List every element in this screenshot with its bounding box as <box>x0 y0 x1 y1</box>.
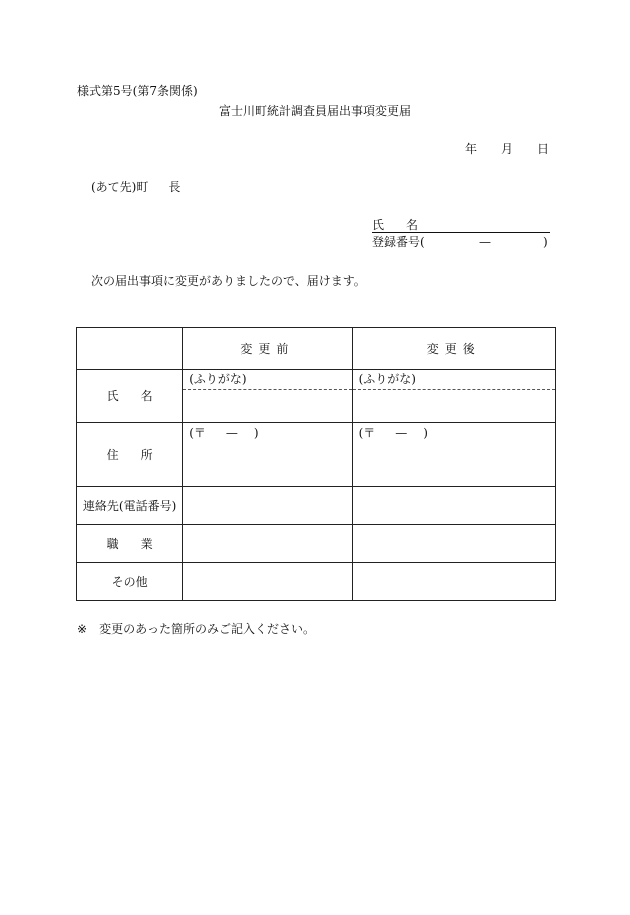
applicant-name-field[interactable] <box>372 218 550 233</box>
contact-before-cell[interactable] <box>183 487 352 525</box>
address-after-cell[interactable] <box>352 423 555 487</box>
name-before-cell[interactable] <box>183 370 352 423</box>
job-before-cell[interactable] <box>183 525 352 563</box>
registration-close: ) <box>543 235 548 249</box>
registration-number-field[interactable] <box>372 235 550 249</box>
note-mark: ※ <box>77 622 88 636</box>
form-number: 様式第5号(第7条関係) <box>77 84 198 98</box>
header-after: 変更後 <box>352 328 555 370</box>
date-line <box>465 142 549 156</box>
address-before-cell[interactable] <box>183 423 352 487</box>
addressee <box>91 180 180 194</box>
header-before: 変更前 <box>183 328 352 370</box>
addressee-suffix: 長 <box>168 180 181 194</box>
job-after-cell[interactable] <box>352 525 555 563</box>
note-text: 変更のあった箇所のみご記入ください。 <box>99 622 315 636</box>
name-after-cell[interactable] <box>352 370 555 423</box>
table-header-row <box>77 328 556 370</box>
table-row-other <box>77 563 556 601</box>
table-row-name <box>77 370 556 423</box>
other-before-cell[interactable] <box>183 563 352 601</box>
row-label-name: 氏 名 <box>77 370 183 423</box>
row-label-contact: 連絡先(電話番号) <box>77 487 183 525</box>
row-label-other: その他 <box>77 563 183 601</box>
statement-text: 次の届出事項に変更がありましたので、届けます。 <box>91 274 366 288</box>
document-title: 富士川町統計調査員届出事項変更届 <box>218 104 411 118</box>
name-label-1: 氏 <box>372 218 385 232</box>
row-label-job: 職 業 <box>77 525 183 563</box>
name-label-2: 名 <box>406 218 419 232</box>
postal-after: (〒 — ) <box>358 426 428 440</box>
date-day-label: 日 <box>537 142 550 156</box>
table-row-contact <box>77 487 556 525</box>
footnote <box>77 622 315 636</box>
header-empty-cell <box>77 328 183 370</box>
furigana-after: (ふりがな) <box>353 370 555 390</box>
table-row-job <box>77 525 556 563</box>
row-label-address: 住 所 <box>77 423 183 487</box>
date-month-label: 月 <box>501 142 514 156</box>
registration-dash: — <box>479 235 491 249</box>
postal-before: (〒 — ) <box>189 426 259 440</box>
addressee-prefix: (あて先)町 <box>91 180 149 194</box>
furigana-before: (ふりがな) <box>183 370 351 390</box>
other-after-cell[interactable] <box>352 563 555 601</box>
contact-after-cell[interactable] <box>352 487 555 525</box>
table-row-address <box>77 423 556 487</box>
change-table <box>76 327 556 601</box>
registration-label: 登録番号( <box>372 235 425 249</box>
date-year-label: 年 <box>465 142 478 156</box>
